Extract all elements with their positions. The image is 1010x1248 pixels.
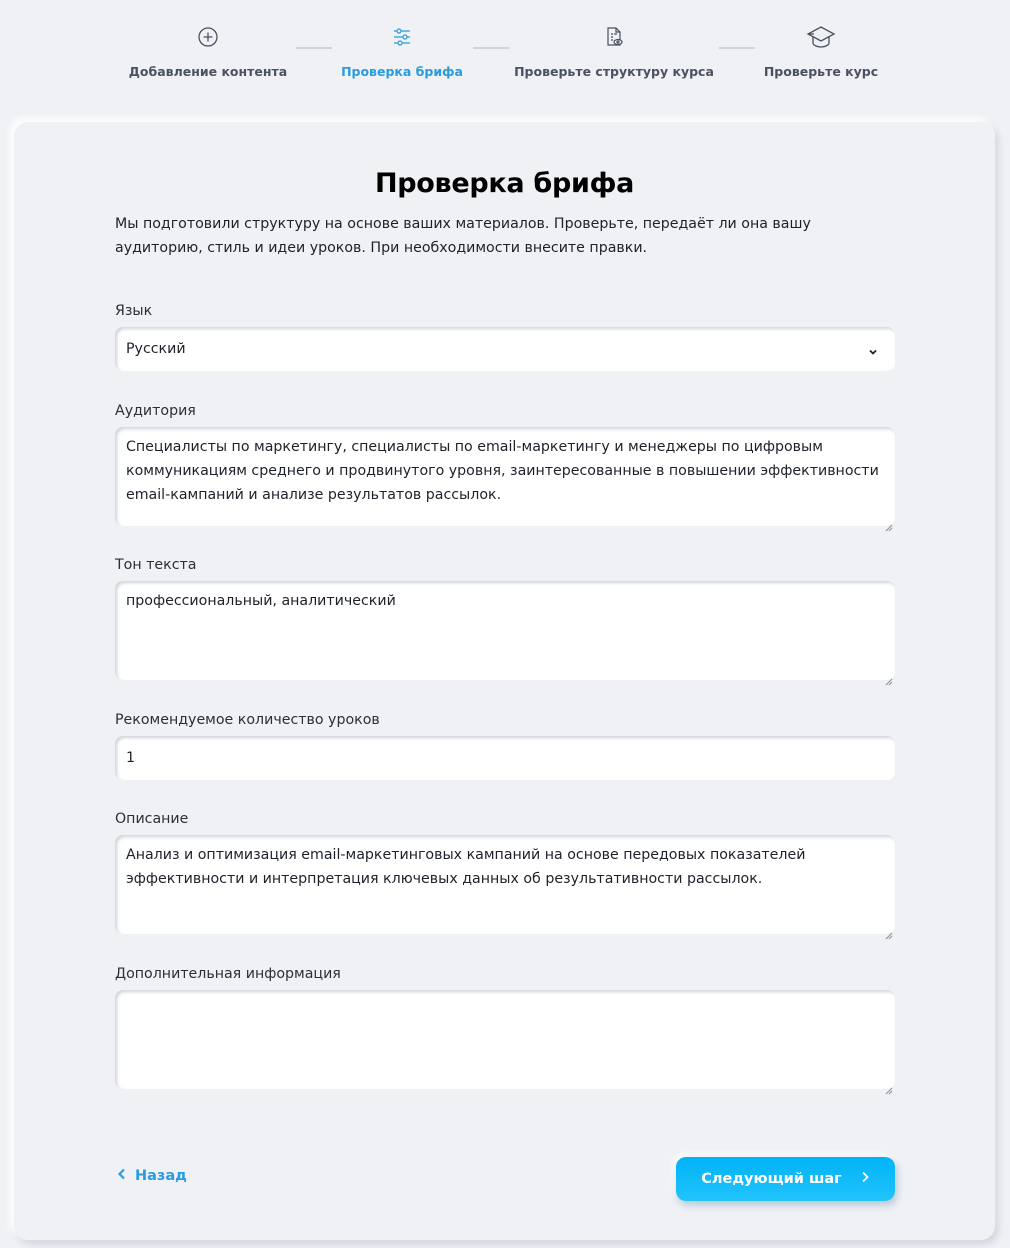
resize-handle-icon[interactable] — [885, 1079, 893, 1087]
additional-info-label: Дополнительная информация — [115, 966, 341, 982]
language-select[interactable] — [115, 327, 895, 371]
chevron-right-icon — [860, 1171, 870, 1187]
step-course-review[interactable] — [763, 22, 879, 79]
additional-info-textarea[interactable] — [115, 990, 895, 1089]
lessons-count-value: 1 — [126, 750, 136, 766]
description-label: Описание — [115, 811, 189, 827]
step-connector — [296, 47, 332, 49]
lessons-count-label: Рекомендуемое количество уроков — [115, 712, 380, 728]
step-label: Проверьте структуру курса — [514, 64, 714, 79]
graduation-cap-icon — [806, 22, 836, 52]
page-subtitle: Мы подготовили структуру на основе ваших материалов. Проверьте, передаёт ли она вашу аудиторию, стиль и идеи уроков. При необходимости внесите правки. — [115, 216, 811, 256]
step-course-structure[interactable] — [514, 22, 714, 79]
progress-stepper — [0, 0, 1010, 110]
document-eye-icon — [599, 22, 629, 52]
audience-label: Аудитория — [115, 403, 196, 419]
step-brief-review[interactable] — [341, 22, 463, 79]
step-label: Добавление контента — [128, 64, 288, 79]
step-add-content[interactable] — [128, 22, 288, 79]
tone-textarea[interactable] — [115, 581, 895, 680]
chevron-left-icon — [117, 1168, 127, 1184]
chevron-down-icon — [867, 342, 879, 354]
next-step-button[interactable] — [676, 1157, 895, 1201]
step-connector — [473, 47, 509, 49]
tone-value: профессиональный, аналитический — [126, 593, 396, 609]
plus-circle-icon — [193, 22, 223, 52]
back-label: Назад — [135, 1168, 187, 1184]
language-label: Язык — [115, 303, 153, 319]
language-value: Русский — [126, 341, 186, 357]
back-button[interactable] — [117, 1168, 187, 1184]
resize-handle-icon[interactable] — [885, 924, 893, 932]
audience-value: Специалисты по маркетингу, специалисты по email-маркетингу и менеджеры по цифровым коммуникациям среднего и продвинутого уровня, заинтересованные в повышении эффективности email-кампаний и анализе результатов рассылок. — [126, 439, 879, 503]
step-label: Проверка брифа — [341, 64, 463, 79]
sliders-icon — [387, 22, 417, 52]
description-value: Анализ и оптимизация email-маркетинговых кампаний на основе передовых показателей эффективности и интерпретация ключевых данных об результативности рассылок. — [126, 847, 806, 887]
description-textarea[interactable] — [115, 835, 895, 934]
audience-textarea[interactable] — [115, 427, 895, 526]
page-title: Проверка брифа — [374, 168, 635, 199]
resize-handle-icon[interactable] — [885, 516, 893, 524]
step-connector — [719, 47, 755, 49]
resize-handle-icon[interactable] — [885, 670, 893, 678]
lessons-count-input[interactable] — [115, 736, 895, 780]
tone-label: Тон текста — [115, 557, 197, 573]
step-label: Проверьте курс — [763, 64, 879, 79]
brief-card — [14, 122, 995, 1240]
next-label: Следующий шаг — [701, 1171, 842, 1187]
